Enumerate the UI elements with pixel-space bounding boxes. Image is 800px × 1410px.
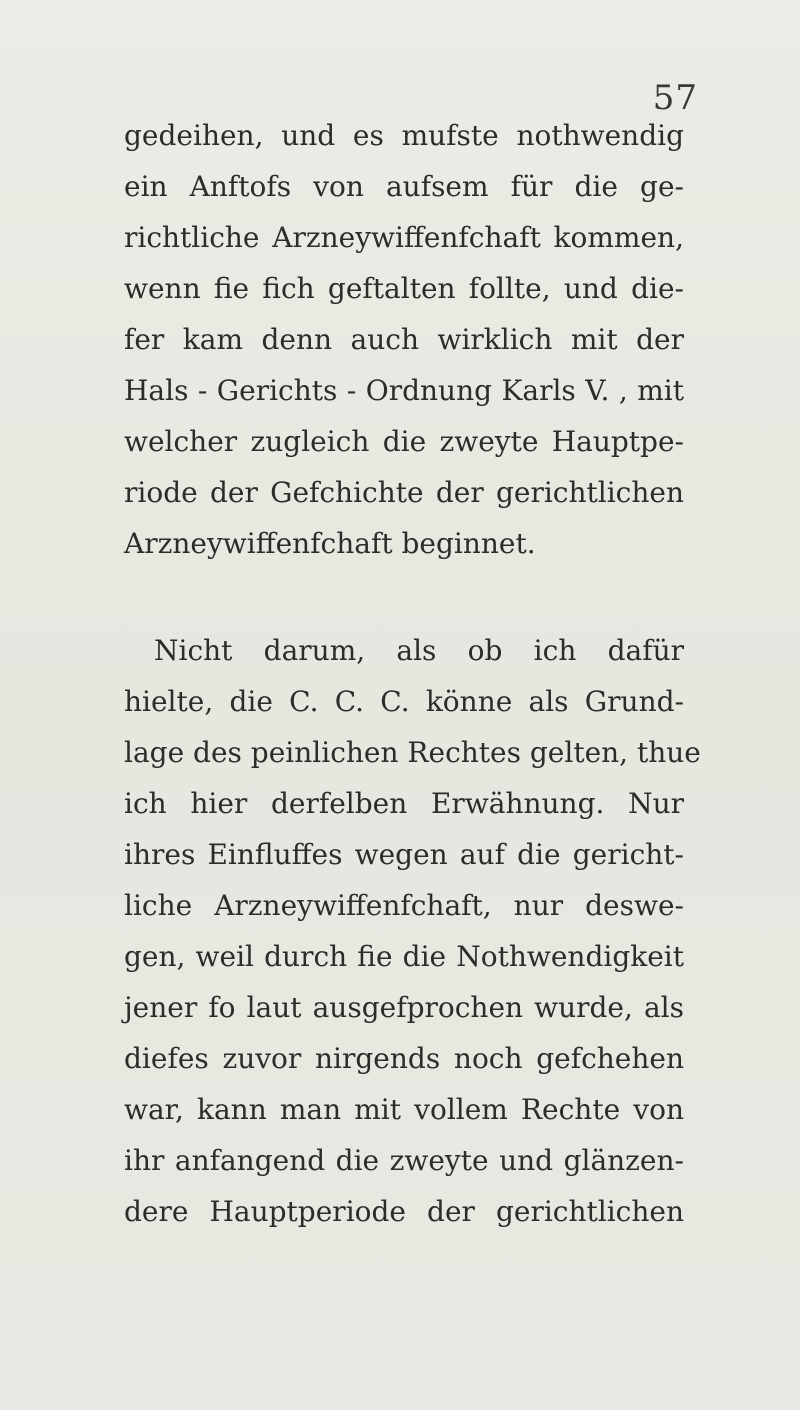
text-line: jener fo laut ausgefprochen wurde, als (124, 991, 684, 1024)
body-text (124, 110, 701, 1237)
text-line: richtliche Arzneywiffenfchaft kommen, (124, 221, 684, 254)
text-line: ihr anfangend die zweyte und glänzen- (124, 1144, 684, 1177)
text-line: ein Anftofs von aufsem für die ge- (124, 170, 684, 203)
text-line: fer kam denn auch wirklich mit der (124, 323, 684, 356)
text-line: lage des peinlichen Rechtes gelten, thue (124, 736, 701, 769)
text-line: war, kann man mit vollem Rechte von (124, 1093, 684, 1126)
text-line: welcher zugleich die zweyte Hauptpe- (124, 425, 684, 458)
text-line: ihres Einfluffes wegen auf die gericht- (124, 838, 684, 871)
text-line: Nicht darum, als ob ich dafür (154, 634, 684, 667)
text-line: dere Hauptperiode der gerichtlichen (124, 1195, 684, 1228)
text-line: gedeihen, und es mufste nothwendig (124, 119, 684, 152)
text-line: riode der Gefchichte der gerichtlichen (124, 476, 684, 509)
text-line: Arzneywiffenfchaft beginnet. (124, 527, 536, 560)
page-number: 57 (652, 78, 698, 118)
paragraph-2 (124, 625, 701, 1237)
text-line: liche Arzneywiffenfchaft, nur deswe- (124, 889, 684, 922)
paragraph-1 (124, 110, 684, 569)
text-line: diefes zuvor nirgends noch gefchehen (124, 1042, 684, 1075)
paragraph-gap (124, 569, 684, 625)
text-line: Hals - Gerichts - Ordnung Karls V. , mit (124, 374, 684, 407)
text-line: ich hier derfelben Erwähnung. Nur (124, 787, 684, 820)
text-line: gen, weil durch fie die Nothwendigkeit (124, 940, 684, 973)
text-line: hielte, die C. C. C. könne als Grund- (124, 685, 684, 718)
text-line: wenn fie fich geftalten follte, und die- (124, 272, 684, 305)
